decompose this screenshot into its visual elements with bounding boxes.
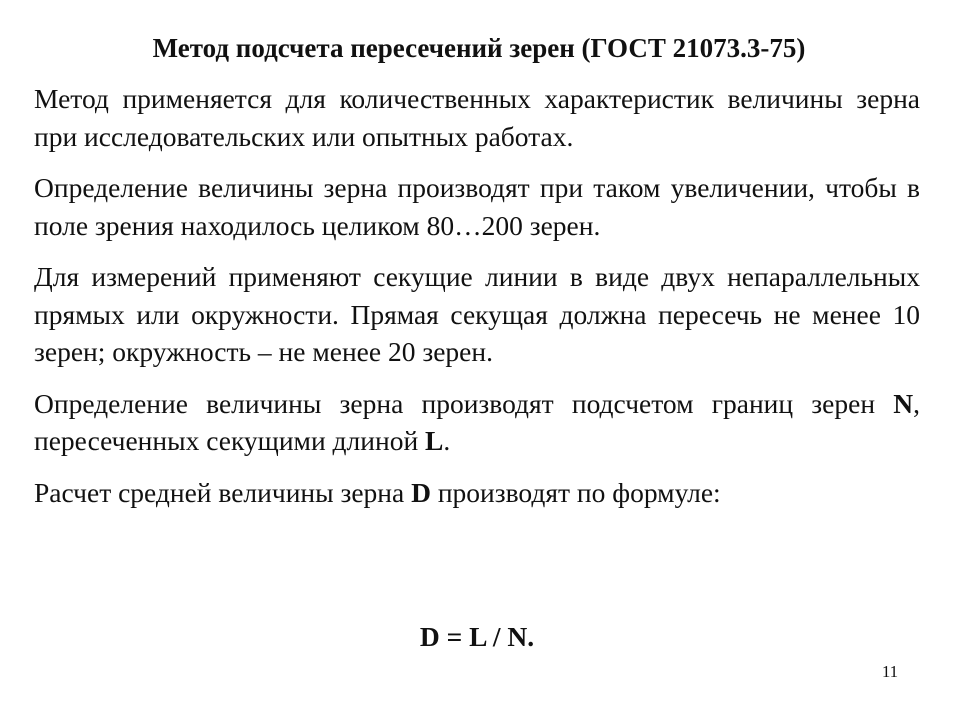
paragraph-boundary-count-text-2: , пересеченных секущими длиной [34,387,920,456]
paragraph-boundary-count-text-3: . [443,425,451,456]
grain-size-formula: D = L / N. [419,621,535,652]
slide-body [34,80,920,525]
paragraph-boundary-count [34,385,920,460]
paragraph-boundary-count-text-1: Определение величины зерна производят подсчетом границ зерен [34,387,894,419]
symbol-n: N [893,387,914,419]
slide-title: Метод подсчета пересечений зерен (ГОСТ 21073.3-75) [152,33,806,63]
paragraph-method-purpose: Метод применяется для количественных характеристик величины зерна при исследовательских или опытных работах. [34,83,920,152]
paragraph-magnification: Определение величины зерна производят при таком увеличении, чтобы в поле зрения находилось целиком 80…200 зерен. [34,172,920,241]
symbol-l: L [425,425,444,456]
paragraph-average-grain [34,474,920,512]
paragraph-average-grain-text-1: Расчет средней величины зерна [34,476,412,508]
paragraph-secant-lines: Для измерений применяют секущие линии в виде двух непараллельных прямых или окружности. Прямая секущая должна пересечь не менее 10 зерен; окружность – не менее 20 зерен. [34,261,920,367]
page-number: 11 [881,662,899,681]
symbol-d: D [411,476,431,508]
paragraph-average-grain-text-2: производят по формуле: [430,476,721,508]
